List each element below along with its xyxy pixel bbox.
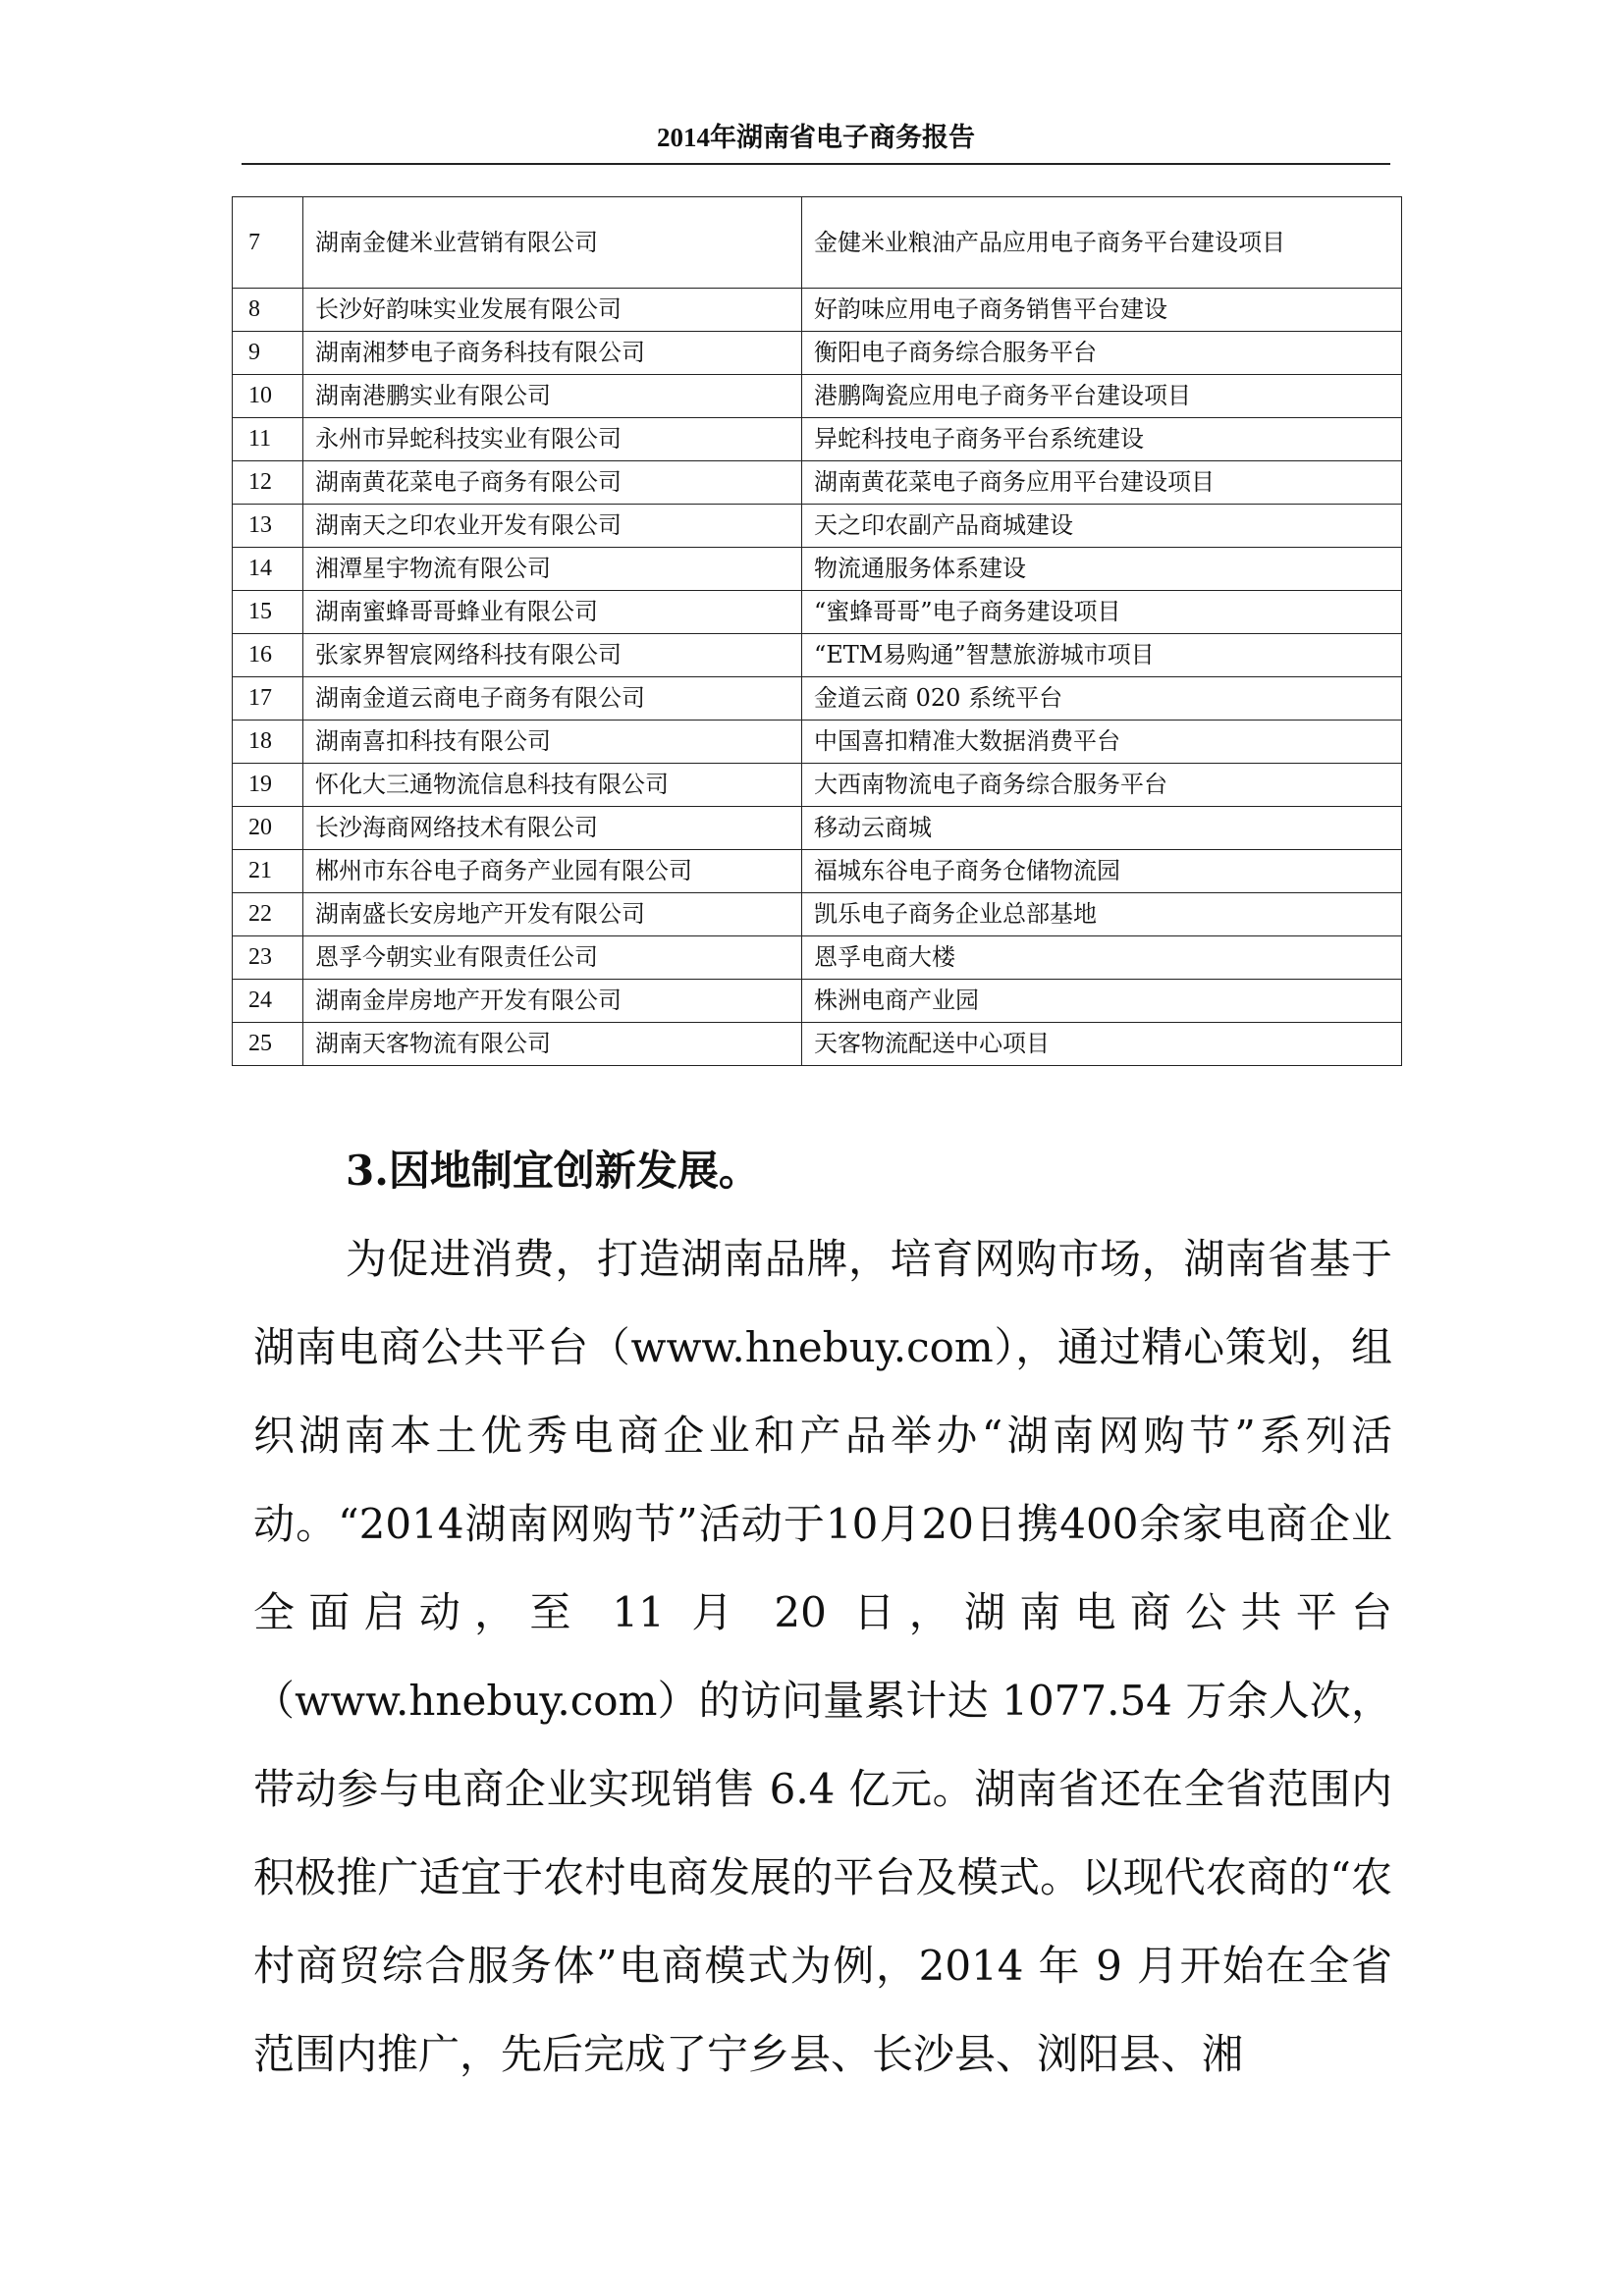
project-name-cell: 中国喜扣精准大数据消费平台	[802, 721, 1402, 764]
table-row	[233, 893, 1402, 936]
table-row	[233, 634, 1402, 677]
row-number: 17	[233, 677, 303, 721]
project-name-cell: 湖南黄花菜电子商务应用平台建设项目	[802, 461, 1402, 505]
project-name-cell: 港鹏陶瓷应用电子商务平台建设项目	[802, 375, 1402, 418]
table-row	[233, 936, 1402, 980]
row-number: 21	[233, 850, 303, 893]
company-name-cell: 湘潭星宇物流有限公司	[303, 548, 802, 591]
company-name-cell: 湖南湘梦电子商务科技有限公司	[303, 332, 802, 375]
table-row	[233, 548, 1402, 591]
company-name-cell: 湖南黄花菜电子商务有限公司	[303, 461, 802, 505]
project-name-cell: 好韵味应用电子商务销售平台建设	[802, 289, 1402, 332]
row-number: 8	[233, 289, 303, 332]
table-row	[233, 980, 1402, 1023]
row-number: 24	[233, 980, 303, 1023]
row-number: 12	[233, 461, 303, 505]
company-name-cell: 怀化大三通物流信息科技有限公司	[303, 764, 802, 807]
company-name-cell: 湖南港鹏实业有限公司	[303, 375, 802, 418]
company-name-cell: 恩孚今朝实业有限责任公司	[303, 936, 802, 980]
project-name-cell: 异蛇科技电子商务平台系统建设	[802, 418, 1402, 461]
row-number: 14	[233, 548, 303, 591]
company-name-cell: 郴州市东谷电子商务产业园有限公司	[303, 850, 802, 893]
section-heading: 3.因地制宜创新发展。	[346, 1147, 760, 1195]
table-row	[233, 332, 1402, 375]
company-name-cell: 湖南金岸房地产开发有限公司	[303, 980, 802, 1023]
table-row	[233, 807, 1402, 850]
company-name-cell: 湖南天客物流有限公司	[303, 1023, 802, 1066]
company-name-cell: 湖南天之印农业开发有限公司	[303, 505, 802, 548]
table-row	[233, 850, 1402, 893]
company-name-cell: 长沙海商网络技术有限公司	[303, 807, 802, 850]
row-number: 7	[233, 197, 303, 289]
project-table-body	[233, 197, 1402, 1066]
table-row	[233, 677, 1402, 721]
row-number: 23	[233, 936, 303, 980]
header-divider	[242, 163, 1390, 165]
row-number: 9	[233, 332, 303, 375]
row-number: 20	[233, 807, 303, 850]
project-name-cell: 金道云商 020 系统平台	[802, 677, 1402, 721]
company-name-cell: 湖南金道云商电子商务有限公司	[303, 677, 802, 721]
table-row	[233, 1023, 1402, 1066]
project-name-cell: 移动云商城	[802, 807, 1402, 850]
row-number: 16	[233, 634, 303, 677]
project-name-cell: “蜜蜂哥哥”电子商务建设项目	[802, 591, 1402, 634]
table-row	[233, 591, 1402, 634]
table-row	[233, 289, 1402, 332]
table-row	[233, 375, 1402, 418]
company-name-cell: 湖南蜜蜂哥哥蜂业有限公司	[303, 591, 802, 634]
project-name-cell: “ETM易购通”智慧旅游城市项目	[802, 634, 1402, 677]
row-number: 19	[233, 764, 303, 807]
company-name-cell: 湖南喜扣科技有限公司	[303, 721, 802, 764]
project-name-cell: 凯乐电子商务企业总部基地	[802, 893, 1402, 936]
row-number: 11	[233, 418, 303, 461]
row-number: 22	[233, 893, 303, 936]
project-name-cell: 天客物流配送中心项目	[802, 1023, 1402, 1066]
row-number: 18	[233, 721, 303, 764]
project-name-cell: 衡阳电子商务综合服务平台	[802, 332, 1402, 375]
table-row	[233, 197, 1402, 289]
row-number: 15	[233, 591, 303, 634]
project-name-cell: 福城东谷电子商务仓储物流园	[802, 850, 1402, 893]
project-table	[232, 196, 1402, 1066]
table-row	[233, 461, 1402, 505]
project-name-cell: 大西南物流电子商务综合服务平台	[802, 764, 1402, 807]
project-name-cell: 恩孚电商大楼	[802, 936, 1402, 980]
table-row	[233, 764, 1402, 807]
row-number: 25	[233, 1023, 303, 1066]
table-row	[233, 418, 1402, 461]
table-row	[233, 721, 1402, 764]
project-name-cell: 天之印农副产品商城建设	[802, 505, 1402, 548]
page-header-title: 2014年湖南省电子商务报告	[657, 123, 975, 152]
project-name-cell: 株洲电商产业园	[802, 980, 1402, 1023]
company-name-cell: 张家界智宸网络科技有限公司	[303, 634, 802, 677]
row-number: 10	[233, 375, 303, 418]
company-name-cell: 湖南盛长安房地产开发有限公司	[303, 893, 802, 936]
row-number: 13	[233, 505, 303, 548]
company-name-cell: 永州市异蛇科技实业有限公司	[303, 418, 802, 461]
section-paragraph: 为促进消费，打造湖南品牌，培育网购市场，湖南省基于湖南电商公共平台（www.hnebuy.com），通过精心策划，组织湖南本土优秀电商企业和产品举办“湖南网购节”系列活动。“2014湖南网购节”活动于10月20日携400余家电商企业全面启动，至 11 月 20 日，湖南电商公共平台（www.hnebuy.com）的访问量累计达 1077.54 万余人次，带动参与电商企业实现销售 6.4 亿元。湖南省还在全省范围内积极推广适宜于农村电商发展的平台及模式。以现代农商的“农村商贸综合服务体”电商模式为例，2014 年 9 月开始在全省范围内推广，先后完成了宁乡县、长沙县、浏阳县、湘	[253, 1235, 1392, 2078]
project-name-cell: 金健米业粮油产品应用电子商务平台建设项目	[802, 197, 1402, 289]
table-row	[233, 505, 1402, 548]
company-name-cell: 湖南金健米业营销有限公司	[303, 197, 802, 289]
project-name-cell: 物流通服务体系建设	[802, 548, 1402, 591]
company-name-cell: 长沙好韵味实业发展有限公司	[303, 289, 802, 332]
